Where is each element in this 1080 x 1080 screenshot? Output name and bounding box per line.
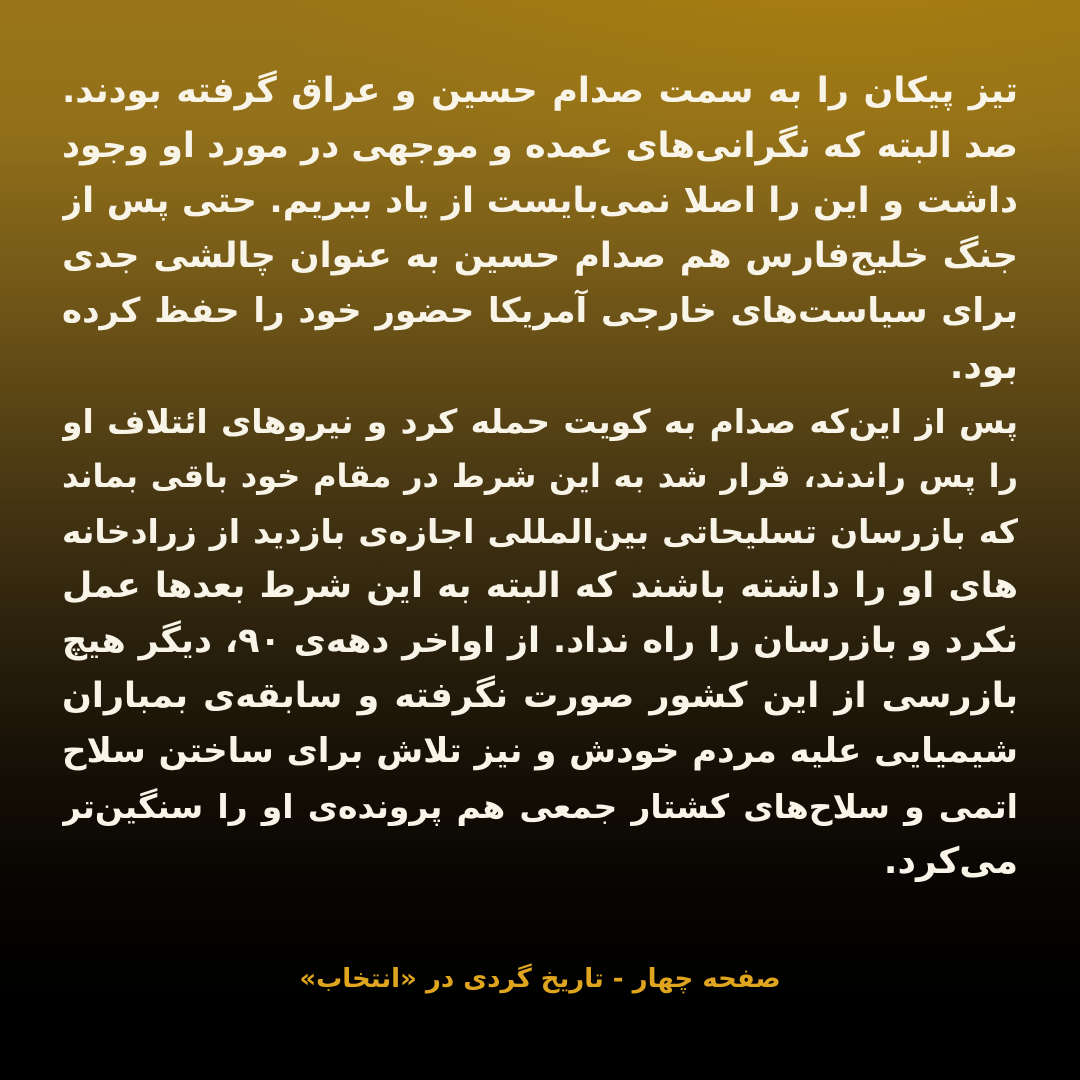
text-line: می‌کرد. <box>883 841 1018 882</box>
text-line: بود. <box>949 346 1018 387</box>
text-line: را پس راندند، قرار شد به این شرط در مقام خود باقی بماند <box>62 457 1018 495</box>
text-line: بازرسی از این کشور صورت نگرفته و سابقه‌ی بمباران <box>62 676 1018 716</box>
text-line: جنگ خلیج‌فارس هم صدام حسین به عنوان چالشی جدی <box>62 236 1018 276</box>
text-line: اتمی و سلاح‌های کشتار جمعی هم پرونده‌ی او را سنگین‌تر <box>62 787 1018 826</box>
text-line: صد البته که نگرانی‌های عمده و موجهی در مورد او وجود <box>62 126 1018 166</box>
text-line: پس از این‌که صدام به کویت حمله کرد و نیروهای ائتلاف او <box>62 402 1018 441</box>
text-line: که بازرسان تسلیحاتی بین‌المللی اجازه‌ی بازدید از زرادخانه <box>62 512 1018 551</box>
text-line: شیمیایی علیه مردم خودش و نیز تلاش برای ساختن سلاح <box>62 731 1018 771</box>
text-line: نکرد و بازرسان را راه نداد. از اواخر دهه‌ی ۹۰، دیگر هیچ <box>62 621 1018 661</box>
article-text <box>62 64 1018 889</box>
text-line: برای سیاست‌های خارجی آمریکا حضور خود را حفظ کرده <box>62 291 1018 331</box>
text-line: داشت و این را اصلا نمی‌بایست از یاد ببریم. حتی پس از <box>62 181 1018 221</box>
text-line: های او را داشته باشند که البته به این شرط بعدها عمل <box>62 566 1018 606</box>
footer-caption: صفحه چهار - تاریخ گردی در «انتخاب» <box>299 964 781 994</box>
paragraph-2 <box>62 394 1018 889</box>
text-line: تیز پیکان را به سمت صدام حسین و عراق گرفته بودند. <box>62 71 1018 111</box>
paragraph-1 <box>62 64 1018 394</box>
